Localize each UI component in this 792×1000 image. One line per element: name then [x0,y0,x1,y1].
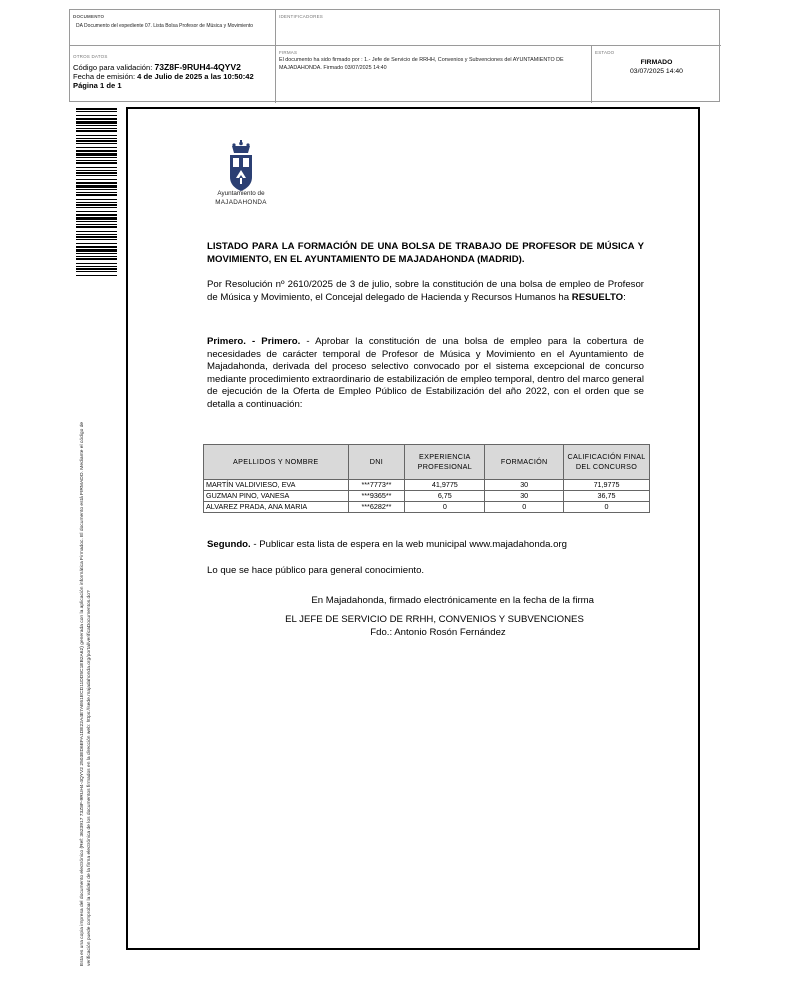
fecha-value: 4 de Julio de 2025 a las 10:50:42 [137,72,254,81]
barcode-stripe [76,194,117,196]
barcode-stripe [76,234,117,235]
barcode-stripe [76,214,117,216]
cell-calificacion: 71,9775 [564,480,650,491]
barcode-stripe [76,147,117,148]
barcode-stripe [76,217,117,220]
cell-experiencia: 6,75 [405,491,485,502]
cell-dni: ***7773** [348,480,405,491]
table-row [204,480,650,491]
cell-nombre: GUZMAN PINO, VANESA [204,491,349,502]
barcode-stripe [76,135,117,136]
barcode-stripe [76,275,117,276]
estado-value: FIRMADO [640,59,673,66]
barcode-stripe [76,189,117,190]
barcode-stripe [76,258,117,260]
table-row [204,491,650,502]
barcode-stripe [76,150,117,152]
header-apellidos: APELLIDOS Y NOMBRE [204,445,349,480]
identificadores-cell [276,10,721,45]
documento-label: DOCUMENTO [73,14,105,19]
documento-cell [70,10,276,45]
otros-datos-cell [70,46,276,103]
barcode-stripe [76,221,117,222]
barcode-stripe [76,246,117,248]
firma-lugar: En Majadahonda, firmado electrónicamente en la fecha de la firma [311,595,594,606]
primero-heading: Primero. - Primero. [207,336,301,347]
barcode-stripe [76,271,117,272]
side-text-line-2: verificación puede comprobar la validez de la firma electrónica de los documentos firmados en la dirección web: https://sede.majadahonda.org/portal/verificaDocumentos.do? [87,590,92,966]
cell-experiencia: 41,9775 [405,480,485,491]
document-page-frame [126,107,700,950]
header-dni: DNI [348,445,405,480]
barcode-stripe [76,162,117,164]
barcode-stripe [76,128,117,129]
barcode-stripe [76,185,117,188]
firmas-label: FIRMAS [279,50,298,55]
barcode-stripe [76,130,117,132]
barcode-stripe [76,199,117,200]
estado-fecha: 03/07/2025 14:40 [630,68,683,75]
barcode-stripe [76,170,117,171]
barcode-stripe [76,243,117,244]
pagina-count: Página 1 de 1 [73,81,122,90]
barcode-stripe [76,175,117,176]
codigo-value: 73Z8F-9RUH4-4QYV2 [154,62,241,72]
segundo-heading: Segundo. [207,539,251,550]
table-header-row [204,445,650,480]
logo-text-ayuntamiento: Ayuntamiento de [217,190,265,197]
publico-paragraph: Lo que se hace público para general conocimiento. [207,565,425,576]
barcode-stripe [76,207,117,208]
codigo-validacion: Código para validación: 73Z8F-9RUH4-4QYV2 [73,62,241,72]
cell-experiencia: 0 [405,502,485,513]
barcode-stripe [76,143,117,144]
logo-text-majadahonda: MAJADAHONDA [215,199,267,206]
candidates-table [203,444,650,513]
barcode-stripe [76,125,117,126]
barcode-stripe [76,160,117,161]
barcode-stripe [76,157,117,158]
document-title: LISTADO PARA LA FORMACIÓN DE UNA BOLSA DE TRABAJO DE PROFESOR DE MÚSICA Y MOVIMIENTO, EN EL AYUNTAMIENTO DE MAJADAHONDA (MADRID). [207,241,644,265]
barcode-stripe [76,231,117,232]
barcode-stripe [76,140,117,142]
header-formacion: FORMACIÓN [485,445,564,480]
barcode-stripe [76,118,117,120]
barcode-stripe [76,239,117,240]
cell-dni: ***9365** [348,491,405,502]
barcode-stripe [76,167,117,168]
barcode-stripe [76,226,117,228]
barcode-stripe [76,224,117,225]
barcode-image [76,108,117,276]
barcode-stripe [76,153,117,156]
document-metadata-header [69,9,720,102]
barcode-stripe [76,211,117,212]
barcode-stripe [76,253,117,254]
documento-value: DA Documento del expediente 07. Lista Bolsa Profesor de Música y Movimiento [76,23,254,29]
table-row [204,502,650,513]
estado-cell [592,46,721,103]
header-calificacion: CALIFICACIÓN FINAL DEL CONCURSO [564,445,650,480]
header-experiencia: EXPERIENCIA PROFESIONAL [405,445,485,480]
firmas-value: El documento ha sido firmado por : 1.- Jefe de Servicio de RRHH, Convenios y Subvenciones del AYUNTAMIENTO DE MAJADAHONDA. Firmado 03/07/2025 14:40 [279,57,564,71]
barcode-stripe [76,111,117,112]
barcode-stripe [76,256,117,257]
barcode-stripe [76,266,117,267]
firma-nombre: Fdo.: Antonio Rosón Fernández [370,627,506,638]
resuelto-bold: RESUELTO [571,291,624,303]
barcode-stripe [76,236,117,238]
segundo-paragraph: Segundo. - Publicar esta lista de espera en la web municipal www.majadahonda.org [207,539,567,550]
barcode-stripe [76,172,117,174]
barcode-stripe [76,179,117,180]
primero-paragraph: Primero. - Primero. - Aprobar la constitución de una bolsa de empleo para la cobertura de necesidades de carácter temporal de Profesor de Música y Movimiento en el Ayuntamiento de Majadahonda, derivada del proceso selectivo convocado por el sistema excepcional de concurso mediante procedimiento extraordinario de estabilización de empleo temporal, dentro del marco general de ejecución de la Oferta de Empleo Público de Estabilización del año 2022, con el orden que se detalla a continuación: [207,336,644,410]
firmas-cell [276,46,592,103]
cell-dni: ***6282** [348,502,405,513]
otros-datos-label: OTROS DATOS [73,54,108,59]
cell-formacion: 30 [485,480,564,491]
cell-nombre: ALVAREZ PRADA, ANA MARIA [204,502,349,513]
barcode-stripe [76,249,117,252]
barcode-stripe [76,202,117,203]
intro-paragraph: Por Resolución nº 2610/2025 de 3 de julio, sobre la constitución de una bolsa de empleo de Profesor de Música y Movimiento, el Concejal delegado de Hacienda y Recursos Humanos ha RESUELTO: [207,279,644,303]
verification-side-text [79,306,93,966]
cell-calificacion: 0 [564,502,650,513]
barcode-stripe [76,115,117,116]
cell-formacion: 30 [485,491,564,502]
barcode-stripe [76,192,117,193]
barcode-stripe [76,108,117,110]
cell-nombre: MARTÍN VALDIVIESO, EVA [204,480,349,491]
barcode-stripe [76,263,117,264]
fecha-emision: Fecha de emisión: 4 de Julio de 2025 a las 10:50:42 [73,72,254,81]
side-text-line-1: Esta es una copia impresa del documento electrónico (Ref: 3623917 73Z8F-9RUH4-4QYV2 2503ED6EFA1DE22A4E7AE61ECD11DD5C1EB2A62) generada con la aplicación informática Firmadoc. El documento está FIRMADO. Mediante el código de [80,421,85,966]
cell-formacion: 0 [485,502,564,513]
firma-cargo: EL JEFE DE SERVICIO DE RRHH, CONVENIOS Y SUBVENCIONES [285,614,584,625]
identificadores-label: IDENTIFICADORES [279,14,324,19]
cell-calificacion: 36,75 [564,491,650,502]
barcode-stripe [76,121,117,124]
estado-label: ESTADO [595,50,615,55]
barcode-stripe [76,204,117,206]
barcode-stripe [76,138,117,139]
barcode-stripe [76,268,117,270]
barcode-stripe [76,182,117,184]
